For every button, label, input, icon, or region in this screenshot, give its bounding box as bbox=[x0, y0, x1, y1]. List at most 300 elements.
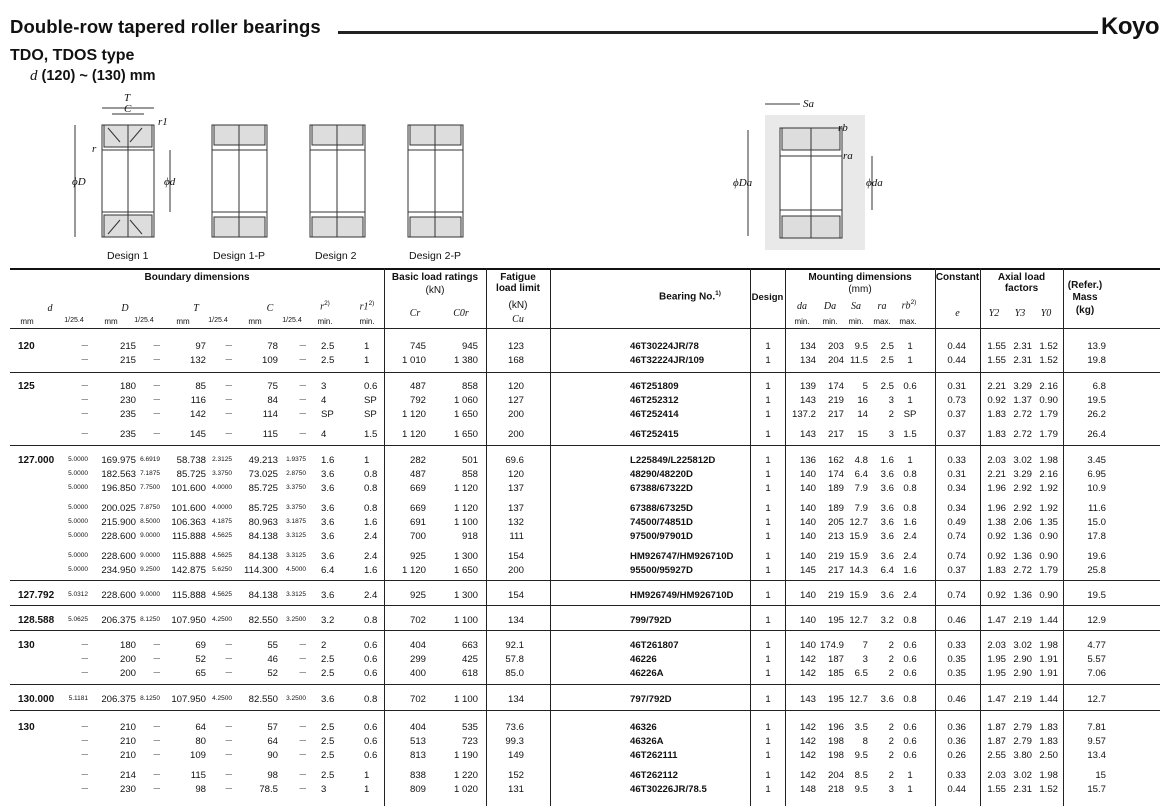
unit-D-inch: 1/25.4 bbox=[134, 317, 154, 324]
cell-di: 5.0000 bbox=[68, 532, 88, 539]
cell-ra: 3.6 bbox=[880, 531, 894, 542]
cell-Di: — bbox=[153, 751, 160, 758]
cell-r: SP bbox=[321, 409, 334, 420]
cell-Cr: 282 bbox=[409, 455, 426, 466]
cell-D: 180 bbox=[119, 640, 136, 651]
cell-Y0: 1.52 bbox=[1039, 341, 1058, 352]
cell-Sa: 7.9 bbox=[854, 503, 868, 514]
divider-constant bbox=[980, 268, 981, 806]
cell-rb: 2.4 bbox=[903, 551, 917, 562]
cell-r1: 0.8 bbox=[364, 503, 378, 514]
cell-Y3: 2.90 bbox=[1013, 654, 1032, 665]
cell-des: 1 bbox=[765, 409, 771, 420]
cell-des: 1 bbox=[765, 654, 771, 665]
cell-rb: 1.6 bbox=[903, 517, 917, 528]
cell-Cr: 813 bbox=[409, 750, 426, 761]
cell-Cr: 487 bbox=[409, 469, 426, 480]
cell-Y0: 1.44 bbox=[1039, 615, 1058, 626]
cell-di: 5.0000 bbox=[68, 552, 88, 559]
cell-Y2: 1.96 bbox=[987, 503, 1006, 514]
cell-rb: 0.6 bbox=[903, 668, 917, 679]
cell-di: 5.0000 bbox=[68, 484, 88, 491]
cell-Y2: 1.55 bbox=[987, 784, 1006, 795]
cell-m: 12.7 bbox=[1087, 694, 1106, 705]
header-C0r: C0r bbox=[453, 308, 469, 319]
cell-Sa: 3 bbox=[862, 654, 868, 665]
cell-no: 95500/95927D bbox=[630, 565, 693, 576]
cell-des: 1 bbox=[765, 469, 771, 480]
cell-C0r: 1 190 bbox=[453, 750, 478, 761]
cell-r1: 1.5 bbox=[364, 429, 378, 440]
group-rule bbox=[10, 580, 1160, 581]
cell-r1: 1 bbox=[364, 455, 370, 466]
cell-r1: 2.4 bbox=[364, 531, 378, 542]
cell-Di: — bbox=[153, 737, 160, 744]
cell-d: 130 bbox=[18, 640, 35, 651]
header-r1-text: r1 bbox=[359, 301, 369, 313]
cell-Cr: 1 120 bbox=[401, 429, 426, 440]
range-text: (120) ~ (130) mm bbox=[41, 68, 156, 84]
cell-r: 2.5 bbox=[321, 722, 335, 733]
design-2-drawing bbox=[310, 125, 365, 237]
cell-Cu: 127 bbox=[507, 395, 524, 406]
cell-Di: 9.0000 bbox=[140, 532, 160, 539]
cell-Y2: 2.55 bbox=[987, 750, 1006, 761]
cell-ra: 2.5 bbox=[880, 355, 894, 366]
header-d: d bbox=[47, 303, 53, 314]
unit-d-inch: 1/25.4 bbox=[64, 317, 84, 324]
cell-no: 46226 bbox=[630, 654, 657, 665]
cell-D: 200.025 bbox=[101, 503, 136, 514]
bearing-table bbox=[10, 268, 1160, 806]
cell-da: 143 bbox=[799, 429, 816, 440]
cell-Y2: 1.83 bbox=[987, 429, 1006, 440]
cell-di: — bbox=[81, 669, 88, 676]
cell-Sa: 15.9 bbox=[849, 551, 868, 562]
cell-Da: 219 bbox=[827, 551, 844, 562]
cell-ra: 3.6 bbox=[880, 590, 894, 601]
cell-Y0: 1.79 bbox=[1039, 565, 1058, 576]
cell-Da: 189 bbox=[827, 503, 844, 514]
cell-ra: 2 bbox=[888, 654, 894, 665]
cell-Cu: 200 bbox=[507, 429, 524, 440]
header-da: da bbox=[797, 301, 807, 312]
cell-di: 5.0000 bbox=[68, 566, 88, 573]
cell-ra: 2 bbox=[888, 409, 894, 420]
cell-T: 142 bbox=[189, 409, 206, 420]
cell-da: 140 bbox=[799, 615, 816, 626]
cell-Y3: 1.36 bbox=[1013, 590, 1032, 601]
unit-C-inch: 1/25.4 bbox=[282, 317, 302, 324]
cell-Ti: 5.6250 bbox=[212, 566, 232, 573]
cell-D: 200 bbox=[119, 654, 136, 665]
cell-di: 5.0312 bbox=[68, 591, 88, 598]
cell-m: 7.06 bbox=[1087, 668, 1106, 679]
cell-ra: 2.5 bbox=[880, 381, 894, 392]
cell-e: 0.35 bbox=[947, 654, 966, 665]
cell-e: 0.35 bbox=[947, 668, 966, 679]
cell-m: 25.8 bbox=[1087, 565, 1106, 576]
cell-Cr: 400 bbox=[409, 668, 426, 679]
cell-T: 85.725 bbox=[176, 469, 206, 480]
cell-des: 1 bbox=[765, 668, 771, 679]
unit-T-mm: mm bbox=[176, 317, 190, 326]
cell-no: 797/792D bbox=[630, 694, 672, 705]
cell-Ci: — bbox=[299, 342, 306, 349]
cell-Da: 219 bbox=[827, 590, 844, 601]
cell-T: 101.600 bbox=[171, 503, 206, 514]
cell-r1: SP bbox=[364, 409, 377, 420]
cell-T: 132 bbox=[189, 355, 206, 366]
cell-des: 1 bbox=[765, 429, 771, 440]
group-rule bbox=[10, 710, 1160, 711]
cell-Cu: 200 bbox=[507, 409, 524, 420]
cell-r: 2.5 bbox=[321, 341, 335, 352]
group-rule bbox=[10, 372, 1160, 373]
cell-r: 2.5 bbox=[321, 654, 335, 665]
cell-r: 4 bbox=[321, 429, 327, 440]
cell-no: 97500/97901D bbox=[630, 531, 693, 542]
unit-d-mm: mm bbox=[20, 317, 34, 326]
cell-T: 58.738 bbox=[176, 455, 206, 466]
cell-m: 4.77 bbox=[1087, 640, 1106, 651]
cell-Sa: 15.9 bbox=[849, 590, 868, 601]
cell-d: 127.792 bbox=[18, 590, 55, 601]
cell-Y0: 1.91 bbox=[1039, 668, 1058, 679]
cell-ra: 3.6 bbox=[880, 469, 894, 480]
cell-Y2: 1.87 bbox=[987, 722, 1006, 733]
cell-e: 0.44 bbox=[947, 784, 966, 795]
cell-Cr: 1 120 bbox=[401, 565, 426, 576]
cell-da: 142 bbox=[799, 722, 816, 733]
cell-Y2: 0.92 bbox=[987, 531, 1006, 542]
cell-Ti: — bbox=[225, 737, 232, 744]
cell-Da: 219 bbox=[827, 395, 844, 406]
cell-D: 215 bbox=[119, 355, 136, 366]
cell-D: 230 bbox=[119, 395, 136, 406]
cell-Y0: 1.79 bbox=[1039, 429, 1058, 440]
cell-Y0: 1.98 bbox=[1039, 455, 1058, 466]
divider-mounting bbox=[935, 268, 936, 806]
design-2p-label: Design 2-P bbox=[409, 250, 461, 262]
cell-Y3: 2.90 bbox=[1013, 668, 1032, 679]
design-1p-label: Design 1-P bbox=[213, 250, 265, 262]
cell-e: 0.49 bbox=[947, 517, 966, 528]
unit-rb-max: max. bbox=[899, 317, 917, 326]
cell-Ti: — bbox=[225, 669, 232, 676]
cell-di: — bbox=[81, 737, 88, 744]
cell-Ci: — bbox=[299, 430, 306, 437]
cell-Ti: 4.2500 bbox=[212, 616, 232, 623]
cell-ra: 2 bbox=[888, 640, 894, 651]
divider-boundary bbox=[384, 268, 385, 806]
cell-Y3: 2.19 bbox=[1013, 615, 1032, 626]
cell-m: 9.57 bbox=[1087, 736, 1106, 747]
cell-r1: 1.6 bbox=[364, 565, 378, 576]
cell-des: 1 bbox=[765, 483, 771, 494]
cell-e: 0.44 bbox=[947, 341, 966, 352]
cell-Di: 9.0000 bbox=[140, 552, 160, 559]
cell-Da: 174.9 bbox=[820, 640, 845, 651]
cell-Di: 9.0000 bbox=[140, 591, 160, 598]
cell-no: 46326A bbox=[630, 736, 664, 747]
cell-Ti: — bbox=[225, 356, 232, 363]
cell-Ti: — bbox=[225, 396, 232, 403]
cell-Cu: 120 bbox=[507, 381, 524, 392]
cell-Y2: 0.92 bbox=[987, 395, 1006, 406]
cell-r1: 0.6 bbox=[364, 381, 378, 392]
divider-fatigue bbox=[550, 268, 551, 806]
cell-r: 3 bbox=[321, 381, 327, 392]
cell-des: 1 bbox=[765, 736, 771, 747]
cell-d: 120 bbox=[18, 341, 35, 352]
cell-Y3: 3.29 bbox=[1013, 381, 1032, 392]
cell-ra: 6.4 bbox=[880, 565, 894, 576]
cell-Sa: 9.5 bbox=[854, 784, 868, 795]
cell-Cu: 132 bbox=[507, 517, 524, 528]
design-2p-drawing bbox=[408, 125, 463, 237]
group-rule bbox=[10, 684, 1160, 685]
cell-Ci: — bbox=[299, 771, 306, 778]
cell-Cr: 404 bbox=[409, 640, 426, 651]
divider-bearingno bbox=[750, 268, 751, 806]
cell-Sa: 8.5 bbox=[854, 770, 868, 781]
cell-e: 0.37 bbox=[947, 429, 966, 440]
cell-r1: 0.8 bbox=[364, 483, 378, 494]
cell-Da: 204 bbox=[827, 355, 844, 366]
cell-m: 11.6 bbox=[1088, 503, 1106, 514]
cell-Cr: 669 bbox=[409, 503, 426, 514]
cell-r1: 2.4 bbox=[364, 551, 378, 562]
cell-r1: 1 bbox=[364, 784, 370, 795]
cell-ra: 2.5 bbox=[880, 341, 894, 352]
cell-r1: SP bbox=[364, 395, 377, 406]
cell-Ci: — bbox=[299, 723, 306, 730]
cell-Di: — bbox=[153, 771, 160, 778]
cell-C0r: 1 120 bbox=[453, 503, 478, 514]
cell-di: — bbox=[81, 641, 88, 648]
cell-Cu: 99.3 bbox=[505, 736, 524, 747]
cell-rb: 0.6 bbox=[903, 640, 917, 651]
cell-C: 80.963 bbox=[248, 517, 278, 528]
cell-Y3: 2.72 bbox=[1013, 409, 1032, 420]
header-fatigue: Fatigue bbox=[500, 272, 536, 283]
cell-C: 73.025 bbox=[248, 469, 278, 480]
cell-r: 2.5 bbox=[321, 736, 335, 747]
header-axial: Axial load factors bbox=[997, 272, 1046, 294]
cell-Cr: 702 bbox=[409, 694, 426, 705]
cell-m: 13.9 bbox=[1087, 341, 1106, 352]
cell-T: 107.950 bbox=[171, 694, 206, 705]
cell-no: 46326 bbox=[630, 722, 657, 733]
cell-Y2: 0.92 bbox=[987, 551, 1006, 562]
cell-Y2: 1.96 bbox=[987, 483, 1006, 494]
cell-rb: 0.6 bbox=[903, 722, 917, 733]
cell-r: 3.6 bbox=[321, 517, 335, 528]
cell-di: 5.0625 bbox=[68, 616, 88, 623]
cell-no: HM926747/HM926710D bbox=[630, 551, 734, 562]
cell-C: 85.725 bbox=[248, 503, 278, 514]
cell-e: 0.37 bbox=[947, 409, 966, 420]
cell-Ti: — bbox=[225, 785, 232, 792]
mounting-drawing bbox=[748, 104, 872, 250]
label-da: ϕda bbox=[866, 177, 883, 189]
divider-axial bbox=[1063, 268, 1064, 806]
cell-Ci: — bbox=[299, 641, 306, 648]
cell-C0r: 1 100 bbox=[453, 517, 478, 528]
cell-Cu: 120 bbox=[507, 469, 524, 480]
cell-rb: SP bbox=[903, 409, 917, 420]
cell-ra: 3.2 bbox=[880, 615, 894, 626]
cell-des: 1 bbox=[765, 551, 771, 562]
cell-r: 3.6 bbox=[321, 551, 335, 562]
cell-Sa: 7.9 bbox=[854, 483, 868, 494]
cell-r: 6.4 bbox=[321, 565, 335, 576]
header-bearing-no bbox=[630, 290, 750, 302]
cell-no: 46T262111 bbox=[630, 750, 678, 761]
cell-Ci: — bbox=[299, 751, 306, 758]
cell-D: 206.375 bbox=[101, 615, 136, 626]
header-bearing-no-text: Bearing No. bbox=[659, 291, 716, 303]
cell-Cr: 809 bbox=[409, 784, 426, 795]
header-rb bbox=[894, 299, 924, 311]
cell-e: 0.46 bbox=[947, 615, 966, 626]
cell-Y2: 2.03 bbox=[987, 640, 1006, 651]
cell-Cu: 137 bbox=[507, 503, 524, 514]
cell-Cr: 925 bbox=[409, 590, 426, 601]
cell-r: 3.2 bbox=[321, 615, 335, 626]
cell-rb: 1 bbox=[907, 455, 913, 466]
cell-ra: 3 bbox=[888, 429, 894, 440]
cell-C: 85.725 bbox=[248, 483, 278, 494]
cell-C0r: 858 bbox=[461, 469, 478, 480]
cell-C0r: 858 bbox=[461, 381, 478, 392]
cell-rb: 0.8 bbox=[903, 483, 917, 494]
cell-Ci: 3.3750 bbox=[286, 484, 306, 491]
cell-ra: 1.6 bbox=[880, 455, 894, 466]
unit-Sa-min: min. bbox=[848, 317, 864, 326]
cell-di: — bbox=[81, 655, 88, 662]
header-mounting-unit: (mm) bbox=[848, 284, 872, 295]
cell-Y0: 0.90 bbox=[1039, 590, 1058, 601]
cell-e: 0.73 bbox=[947, 395, 966, 406]
header-Da: Da bbox=[823, 301, 837, 312]
cell-des: 1 bbox=[765, 770, 771, 781]
cell-r: 3.6 bbox=[321, 483, 335, 494]
cell-Y2: 1.55 bbox=[987, 355, 1006, 366]
cell-Y2: 2.21 bbox=[987, 381, 1006, 392]
cell-r1: 0.6 bbox=[364, 640, 378, 651]
cell-e: 0.36 bbox=[947, 736, 966, 747]
cell-Ti: — bbox=[225, 655, 232, 662]
header-r bbox=[310, 300, 340, 312]
cell-C: 75 bbox=[267, 381, 278, 392]
cell-C0r: 618 bbox=[461, 668, 478, 679]
cell-C: 114.300 bbox=[244, 565, 278, 576]
cell-m: 19.6 bbox=[1087, 551, 1106, 562]
cell-Y3: 2.19 bbox=[1013, 694, 1032, 705]
cell-Y3: 3.80 bbox=[1013, 750, 1032, 761]
cell-des: 1 bbox=[765, 565, 771, 576]
cell-r1: 0.6 bbox=[364, 736, 378, 747]
cell-D: 206.375 bbox=[101, 694, 136, 705]
cell-da: 140 bbox=[799, 640, 816, 651]
cell-D: 228.600 bbox=[101, 531, 136, 542]
cell-d: 128.588 bbox=[18, 615, 55, 626]
cell-Y0: 1.91 bbox=[1039, 654, 1058, 665]
cell-r1: 2.4 bbox=[364, 590, 378, 601]
unit-r-min: min. bbox=[317, 317, 333, 326]
cell-C0r: 1 300 bbox=[453, 551, 478, 562]
cell-Ci: 1.9375 bbox=[286, 456, 306, 463]
cell-Y0: 0.90 bbox=[1039, 395, 1058, 406]
divider-design bbox=[785, 268, 786, 806]
cell-m: 13.4 bbox=[1087, 750, 1106, 761]
cell-Sa: 14 bbox=[857, 409, 868, 420]
cell-m: 6.8 bbox=[1092, 381, 1106, 392]
cell-Ci: 4.5000 bbox=[286, 566, 306, 573]
label-r1: r1 bbox=[158, 116, 168, 128]
cell-di: — bbox=[81, 785, 88, 792]
cell-T: 115.888 bbox=[172, 531, 206, 542]
cell-da: 142 bbox=[799, 770, 816, 781]
cell-Di: 7.8750 bbox=[140, 504, 160, 511]
cell-C0r: 1 100 bbox=[453, 615, 478, 626]
cell-di: — bbox=[81, 356, 88, 363]
cell-Y3: 3.29 bbox=[1013, 469, 1032, 480]
cell-Y3: 2.79 bbox=[1013, 736, 1032, 747]
cell-e: 0.46 bbox=[947, 694, 966, 705]
cell-e: 0.74 bbox=[947, 531, 966, 542]
cell-Y3: 2.06 bbox=[1013, 517, 1032, 528]
cell-d: 127.000 bbox=[18, 455, 55, 466]
cell-Di: 7.1875 bbox=[140, 470, 160, 477]
cell-D: 182.563 bbox=[101, 469, 136, 480]
cell-Y0: 1.35 bbox=[1039, 517, 1058, 528]
cell-C: 57 bbox=[267, 722, 278, 733]
cell-r1: 1.6 bbox=[364, 517, 378, 528]
cell-Ti: 4.1875 bbox=[212, 518, 232, 525]
cell-ra: 3.6 bbox=[880, 483, 894, 494]
cell-Y3: 2.79 bbox=[1013, 722, 1032, 733]
cell-no: 46T30224JR/78 bbox=[630, 341, 699, 352]
cell-rb: 0.8 bbox=[903, 694, 917, 705]
cell-Da: 187 bbox=[827, 654, 844, 665]
cell-no: 46T32224JR/109 bbox=[630, 355, 705, 366]
cell-Y3: 3.02 bbox=[1013, 770, 1032, 781]
cell-no: 46T252415 bbox=[630, 429, 679, 440]
cell-Y0: 2.16 bbox=[1039, 469, 1058, 480]
cell-des: 1 bbox=[765, 455, 771, 466]
cell-D: 210 bbox=[119, 750, 136, 761]
cell-des: 1 bbox=[765, 517, 771, 528]
cell-Di: — bbox=[153, 356, 160, 363]
cell-da: 140 bbox=[799, 469, 816, 480]
header-mass: Mass bbox=[1072, 292, 1098, 303]
cell-Y2: 2.21 bbox=[987, 469, 1006, 480]
cell-Y3: 1.36 bbox=[1013, 531, 1032, 542]
cell-Di: — bbox=[153, 669, 160, 676]
cell-no: 46T252414 bbox=[630, 409, 679, 420]
cell-no: 46T262112 bbox=[630, 770, 679, 781]
cell-Cr: 404 bbox=[409, 722, 426, 733]
cell-D: 196.850 bbox=[101, 483, 136, 494]
design-1p-drawing bbox=[212, 125, 267, 237]
cell-Di: — bbox=[153, 641, 160, 648]
header-Sa: Sa bbox=[851, 301, 861, 312]
cell-C0r: 1 300 bbox=[453, 590, 478, 601]
cell-Cr: 700 bbox=[409, 531, 426, 542]
